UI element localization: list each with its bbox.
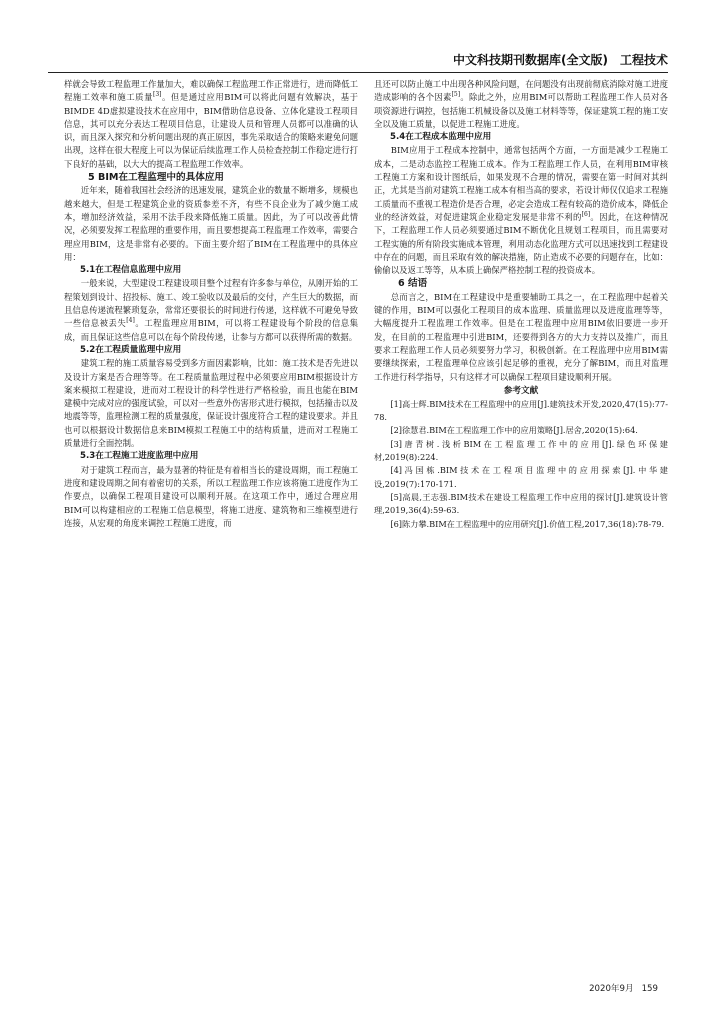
subsection-heading-5-2: 5.2在工程质量监理中应用 [80,344,182,355]
reference-item: [4]冯国栋.BIM技术在工程项目监理中的应用探索[J].中华建设,2019(7):170-171. [374,465,668,489]
citation-marker: [3] [152,91,162,99]
paragraph: 建筑工程的施工质量容易受到多方面因素影响，比如：施工技术是否先进以及设计方案是否合理等等。在工程质量监理过程中必须要应用BIM根据设计方案来模拟工程建设，进而对工程设计的科学性进行严格检验，而且也能在BIM建模中完成对应的强度试验，可以对一些意外伤害形式进行模拟，包括撞击以及地震等等，监理检测工程的质量强度，保证设计强度符合工程的建设要求。并且也可以根据设计数据信息来BIM模拟工程施工中的结构质量，进而对工程施工质量进行全面控制。 [64,358,358,449]
running-header [48,48,668,73]
subsection-heading-5-1: 5.1在工程信息监理中应用 [80,265,182,276]
paragraph: 对于建筑工程而言，最为显著的特征是有着相当长的建设周期，而工程施工进度和建设周期之间有着密切的关系，所以工程监理工作应该将施工进度作为工作要点，以确保工程项目建设可以顺利开展。在这项工作中，通过合理应用BIM可以构建相应的工程施工信息模型，将施工进度、建筑物和三维模型进行连接，从宏观的角度来调控工程施工进度，而 [64,464,358,528]
section-heading-5: 5 BIM在工程监理中的具体应用 [88,172,224,184]
issue-date: 2020年9月 [589,984,634,994]
reference-item: [5]高晨,王志强.BIM技术在建设工程监理工作中应用的探讨[J].建筑设计管理,2019,36(4):59-63. [374,491,668,516]
journal-name: 中文科技期刊数据库(全文版) [453,53,608,67]
citation-marker: [6] [581,211,591,219]
left-column [64,78,358,530]
citation-marker: [5] [451,91,461,99]
section-heading-6: 6 结语 [398,278,428,290]
subsection-heading-5-4: 5.4在工程成本监理中应用 [390,132,492,143]
journal-title [453,51,668,68]
right-column [374,78,668,531]
reference-item: [2]徐慧君.BIM在工程监理工作中的应用策略[J].居舍,2020(15):64. [390,425,638,436]
paragraph: BIM应用于工程成本控制中，通常包括两个方面，一方面是减少工程施工成本，二是动态监控工程施工成本。作为工程监理工作人员，在利用BIM审核工程施工方案和设计图纸后，如果发现不合理的情况，需要在第一时间对其纠正，尤其是当前对建筑工程施工成本有相当高的要求，若设计师仅仅追求工程施工质量而不重视工程造价是否合理，必定会造成工程有较高的造价成本，降低企业的经济效益，对促进建筑企业稳定发展是非常不利的[6]。因此，在这种情况下，工程监理工作人员必须要通过BIM不断优化且规划工程项目，而且需要对工程实施的所有阶段实施成本管理，利用动态化监理方式可以迅速找到工程建设中存在的问题，而且采取有效的解决措施，防止造成不必要的问题存在，比如：偷偷以及返工等等，从本质上确保严格控制工程的投资成本。 [374,145,669,276]
paragraph: 一般来说，大型建设工程建设项目整个过程有许多参与单位，从刚开始的工程策划到设计、招投标、施工、竣工验收以及最后的交付，产生巨大的数据，而且信息传递流程繁琐复杂，常常还要很长的时间进行传递，这样就不可避免导致一些信息被丢失[4]。工程监理应用BIM，可以将工程建设每个阶段的信息集成，而且保证这些信息可以在每个阶段传递，让参与方都可以获得所需的数据。 [64,278,359,342]
citation-marker: [4] [126,317,135,325]
references-title: 参考文献 [503,385,539,396]
paragraph: 近年来，随着我国社会经济的迅速发展，建筑企业的数量不断增多，规模也越来越大，但是工程建筑企业的资质参差不齐，有些不良企业为了减少施工成本，增加经济效益，采用不法手段来降低施工质量。因此，为了可以改善此情况，必须要发挥工程监理的重要作用，而且要想提高工程监理工作效率，需要合理应用BIM，这是非常有必要的。下面主要介绍了BIM在工程监理中的具体应用： [64,185,358,262]
reference-list [374,398,668,531]
section-name: 工程技术 [619,53,668,67]
reference-item: [1]高士辉.BIM技术在工程监理中的应用[J].建筑技术开发,2020,47(15):77-78. [374,398,668,423]
page-footer [589,982,658,994]
reference-item: [6]陈力攀.BIM在工程监理中的应用研究[J].价值工程,2017,36(18):78-79. [390,518,665,529]
paragraph: 且还可以防止施工中出现各种风险问题，在问题没有出现前彻底消除对施工进度造成影响的各个因素[5]。除此之外，应用BIM可以帮助工程监理工作人员对各项资源进行调控，包括施工机械设备以及施工材料等等，保证建筑工程的施工安全以及施工质量，以促进工程施工进度。 [374,79,668,129]
page-number: 159 [641,984,658,994]
paragraph: 样就会导致工程监理工作量加大，难以确保工程监理工作正常进行，进而降低工程施工效率和施工质量[3]。但是通过应用BIM可以将此问题有效解决，基于BIMDE 4D虚拟建设技术在应用中，BIM借助信息设备、立体化建设工程项目信息，其可以充分表达工程项目信息，让建设人员和管理人员都可以准确的认识，而且深入探究和分析问题出现的真正原因，事先采取适合的策略来避免问题出现，这样在很大程度上可以为保证后续监理工作人员检查控制工作稳定进行打下良好的基础，以大大的提高工程监理工作效率。 [64,79,358,169]
paragraph: 总而言之，BIM在工程建设中是重要辅助工具之一，在工程监理中起着关键的作用，BIM可以强化工程项目的成本监理、质量监理以及进度监理等等，大幅度提升工程监理工作效率。但是在工程监理中应用BIM依旧要进一步开发，在目前的工程监理中引进BIM，还要得到各方的大力支持以及推广，而且要求工程监理工作人员必须要努力学习，积极创新。在工程监理中应用BIM需要继续探索，工程监理单位应该引起足够的重视，充分了解BIM，而且对监理工作进行科学指导，只有这样才可以确保工程项目建设顺利开展。 [374,291,668,382]
reference-item: [3]唐青树.浅析BIM在工程监理工作中的应用[J].绿色环保建材,2019(8):224. [374,438,668,463]
subsection-heading-5-3: 5.3在工程施工进度监理中应用 [80,451,199,462]
